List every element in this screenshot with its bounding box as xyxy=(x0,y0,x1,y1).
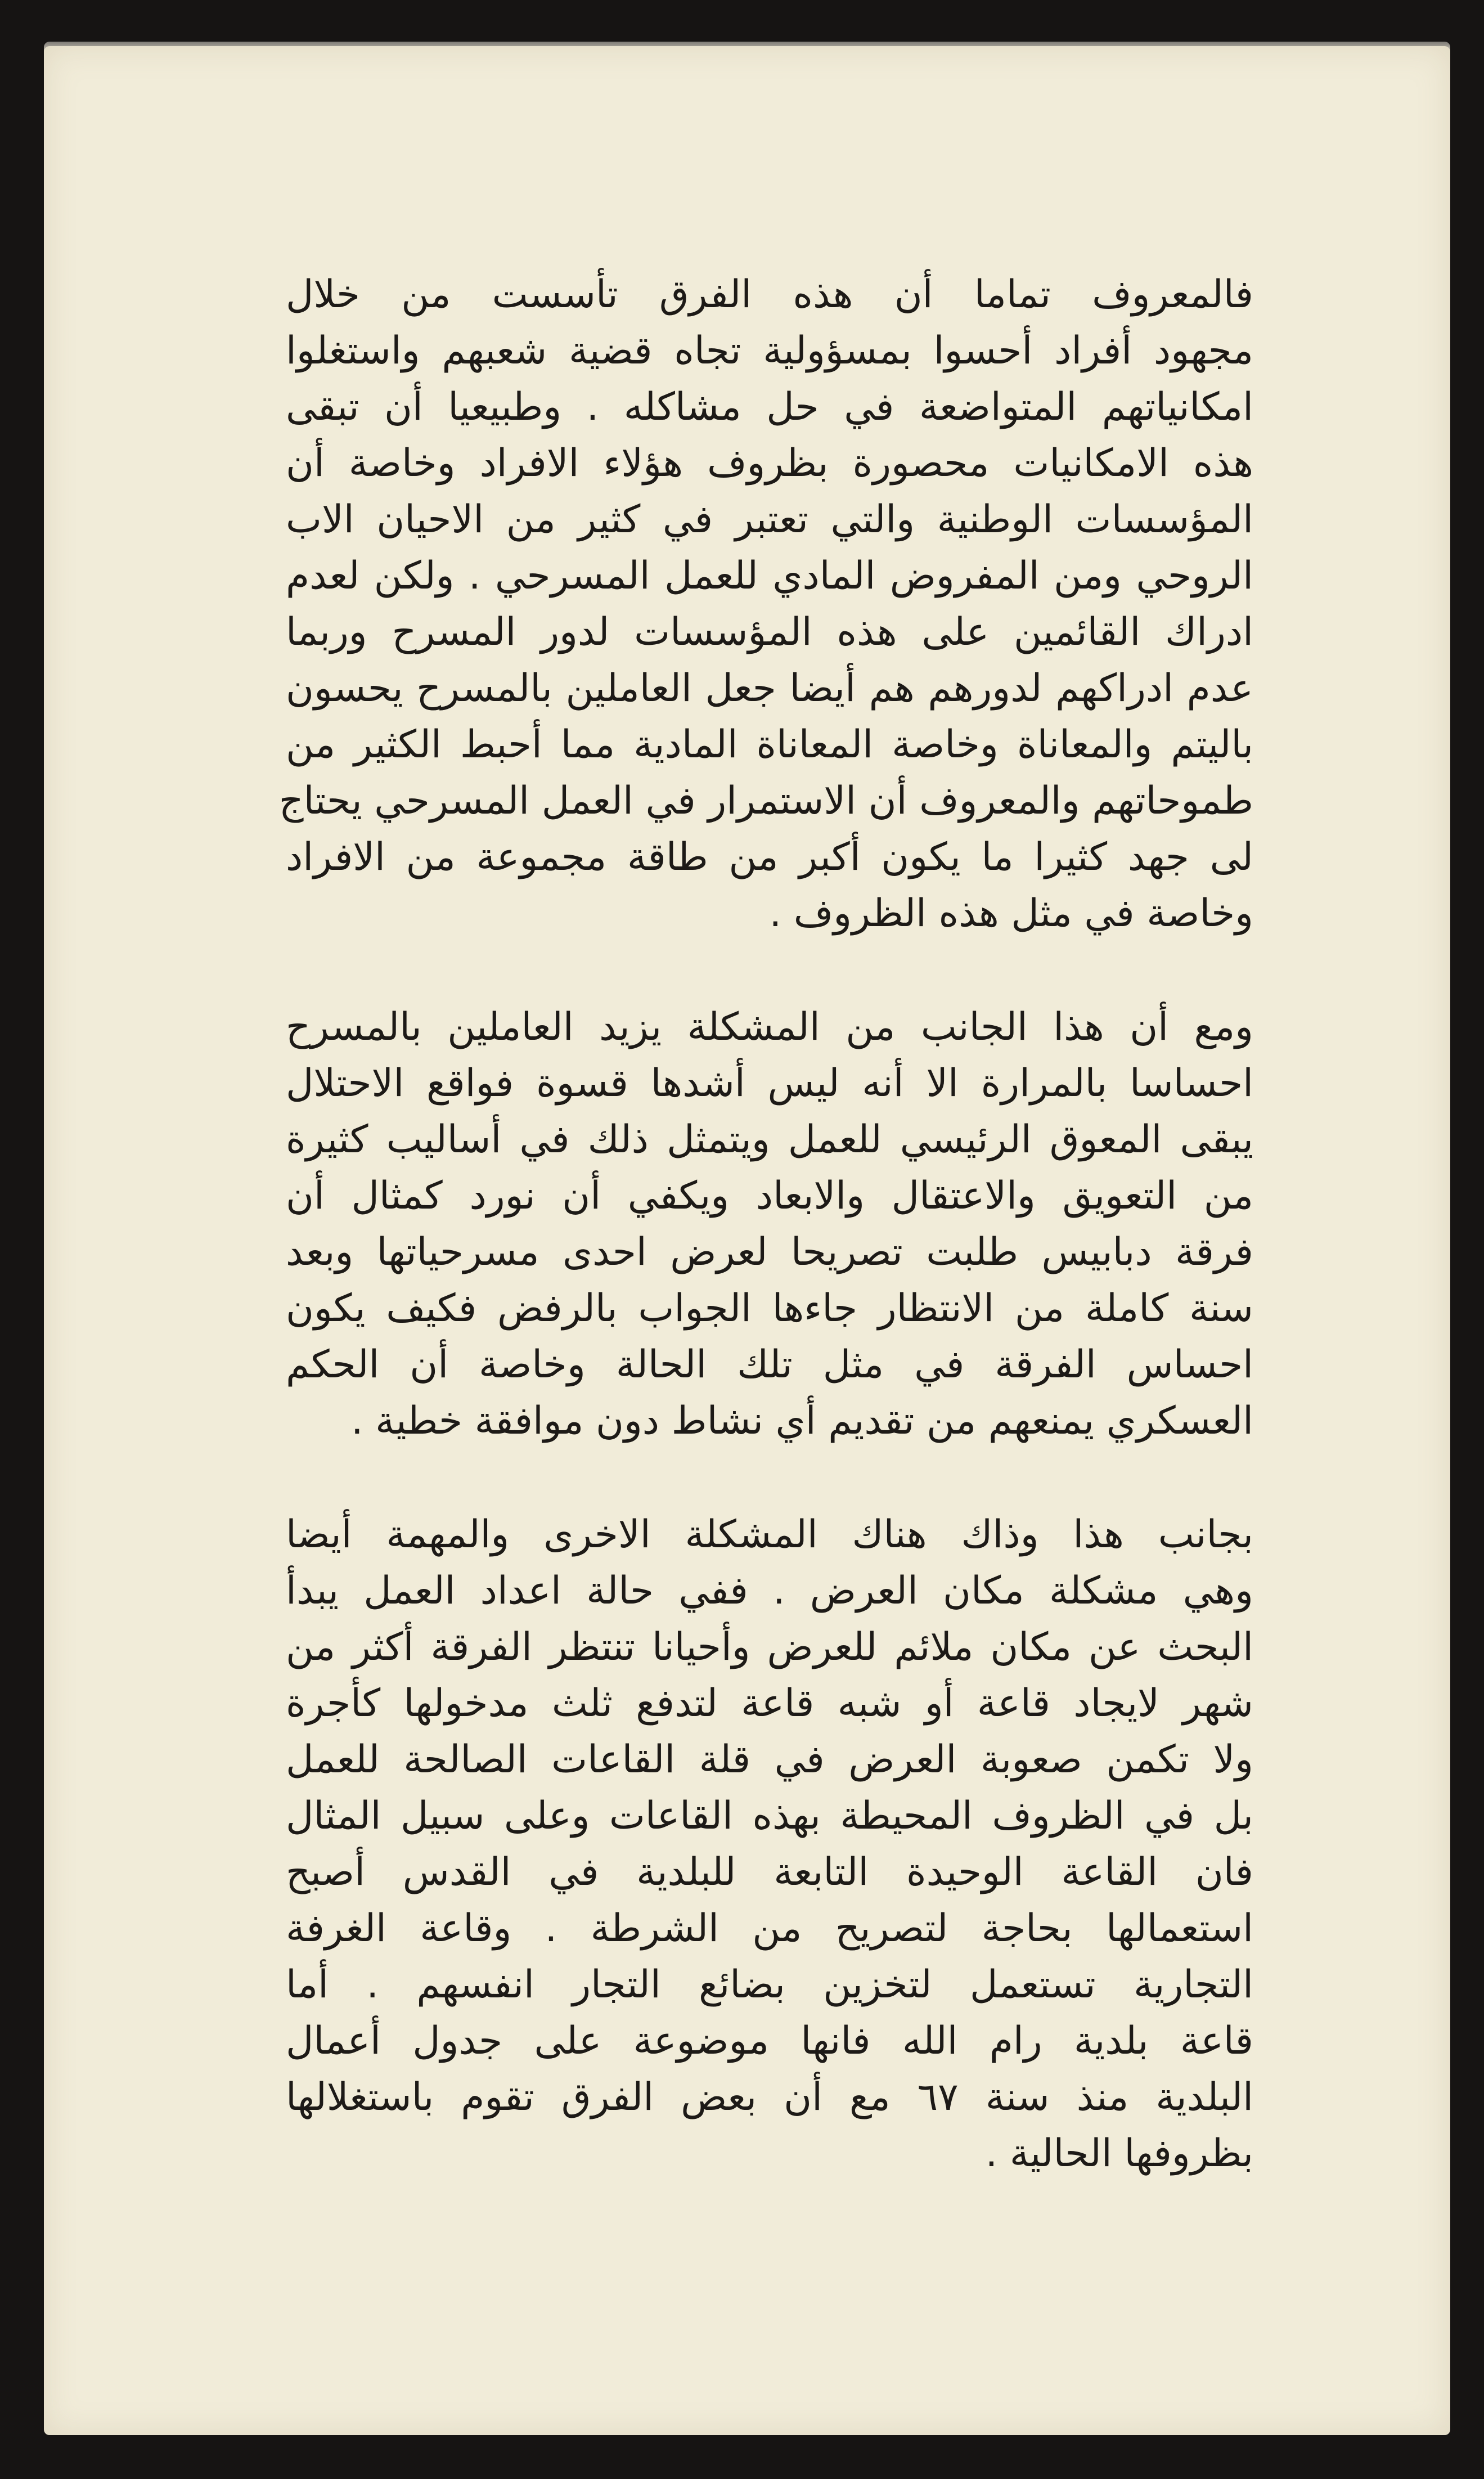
text-line: من التعويق والاعتقال والابعاد ويكفي أن نورد كمثال أن xyxy=(286,1174,1253,1218)
text-line: العسكري يمنعهم من تقديم أي نشاط دون موافقة خطية . xyxy=(350,1399,1253,1443)
text-line: فرقة دبابيس طلبت تصريحا لعرض احدى مسرحياتها وبعد xyxy=(286,1230,1253,1274)
text-line: شهر لايجاد قاعة أو شبه قاعة لتدفع ثلث مدخولها كأجرة xyxy=(286,1681,1253,1726)
text-line: سنة كاملة من الانتظار جاءها الجواب بالرفض فكيف يكون xyxy=(286,1286,1253,1331)
text-line: امكانياتهم المتواضعة في حل مشاكله . وطبيعيا أن تبقى xyxy=(286,385,1253,429)
text-line: فان القاعة الوحيدة التابعة للبلدية في القدس أصبح xyxy=(286,1850,1253,1894)
text-line: مجهود أفراد أحسوا بمسؤولية تجاه قضية شعبهم واستغلوا xyxy=(286,329,1253,373)
text-line: قاعة بلدية رام الله فانها موضوعة على جدول أعمال xyxy=(286,2019,1253,2063)
text-line: ومع أن هذا الجانب من المشكلة يزيد العاملين بالمسرح xyxy=(286,1005,1253,1049)
text-line: يبقى المعوق الرئيسي للعمل ويتمثل ذلك في أساليب كثيرة xyxy=(286,1117,1253,1162)
text-line: ولا تكمن صعوبة العرض في قلة القاعات الصالحة للعمل xyxy=(286,1737,1253,1782)
text-line: هذه الامكانيات محصورة بظروف هؤلاء الافراد وخاصة أن xyxy=(286,441,1253,486)
book-page xyxy=(44,46,1450,2435)
text-line: احساس الفرقة في مثل تلك الحالة وخاصة أن الحكم xyxy=(286,1342,1253,1387)
text-line: استعمالها بحاجة لتصريح من الشرطة . وقاعة الغرفة xyxy=(286,1906,1253,1951)
text-line: البلدية منذ سنة ٦٧ مع أن بعض الفرق تقوم باستغلالها xyxy=(286,2075,1253,2119)
paragraph-1 xyxy=(278,267,1253,942)
text-line: فالمعروف تماما أن هذه الفرق تأسست من خلال xyxy=(286,272,1253,317)
text-line: بجانب هذا وذاك هناك المشكلة الاخرى والمهمة أيضا xyxy=(286,1512,1253,1557)
paragraph-2 xyxy=(286,999,1253,1449)
text-line: ادراك القائمين على هذه المؤسسات لدور المسرح وربما xyxy=(286,610,1253,654)
text-line: بظروفها الحالية . xyxy=(985,2131,1253,2176)
paragraph-gap xyxy=(286,942,1253,999)
text-line: طموحاتهم والمعروف أن الاستمرار في العمل المسرحي يحتاج xyxy=(278,779,1253,823)
text-line: الروحي ومن المفروض المادي للعمل المسرحي . ولكن لعدم xyxy=(286,554,1253,598)
paragraph-gap xyxy=(286,1449,1253,1507)
text-line: لى جهد كثيرا ما يكون أكبر من طاقة مجموعة من الافراد xyxy=(286,835,1253,879)
text-line: المؤسسات الوطنية والتي تعتبر في كثير من الاحيان الاب xyxy=(286,497,1253,542)
text-line: البحث عن مكان ملائم للعرض وأحيانا تنتظر الفرقة أكثر من xyxy=(286,1625,1253,1669)
paragraph-3 xyxy=(286,1507,1253,2182)
text-line: التجارية تستعمل لتخزين بضائع التجار انفسهم . أما xyxy=(286,1962,1253,2007)
text-line: احساسا بالمرارة الا أنه ليس أشدها قسوة فواقع الاحتلال xyxy=(286,1061,1253,1106)
body-text xyxy=(278,267,1253,2182)
text-line: عدم ادراكهم لدورهم هم أيضا جعل العاملين بالمسرح يحسون xyxy=(286,666,1253,711)
text-line: وخاصة في مثل هذه الظروف . xyxy=(769,891,1253,936)
text-line: وهي مشكلة مكان العرض . ففي حالة اعداد العمل يبدأ xyxy=(286,1569,1253,1613)
text-line: باليتم والمعاناة وخاصة المعاناة المادية مما أحبط الكثير من xyxy=(286,722,1253,767)
text-line: بل في الظروف المحيطة بهذه القاعات وعلى سبيل المثال xyxy=(286,1794,1253,1838)
